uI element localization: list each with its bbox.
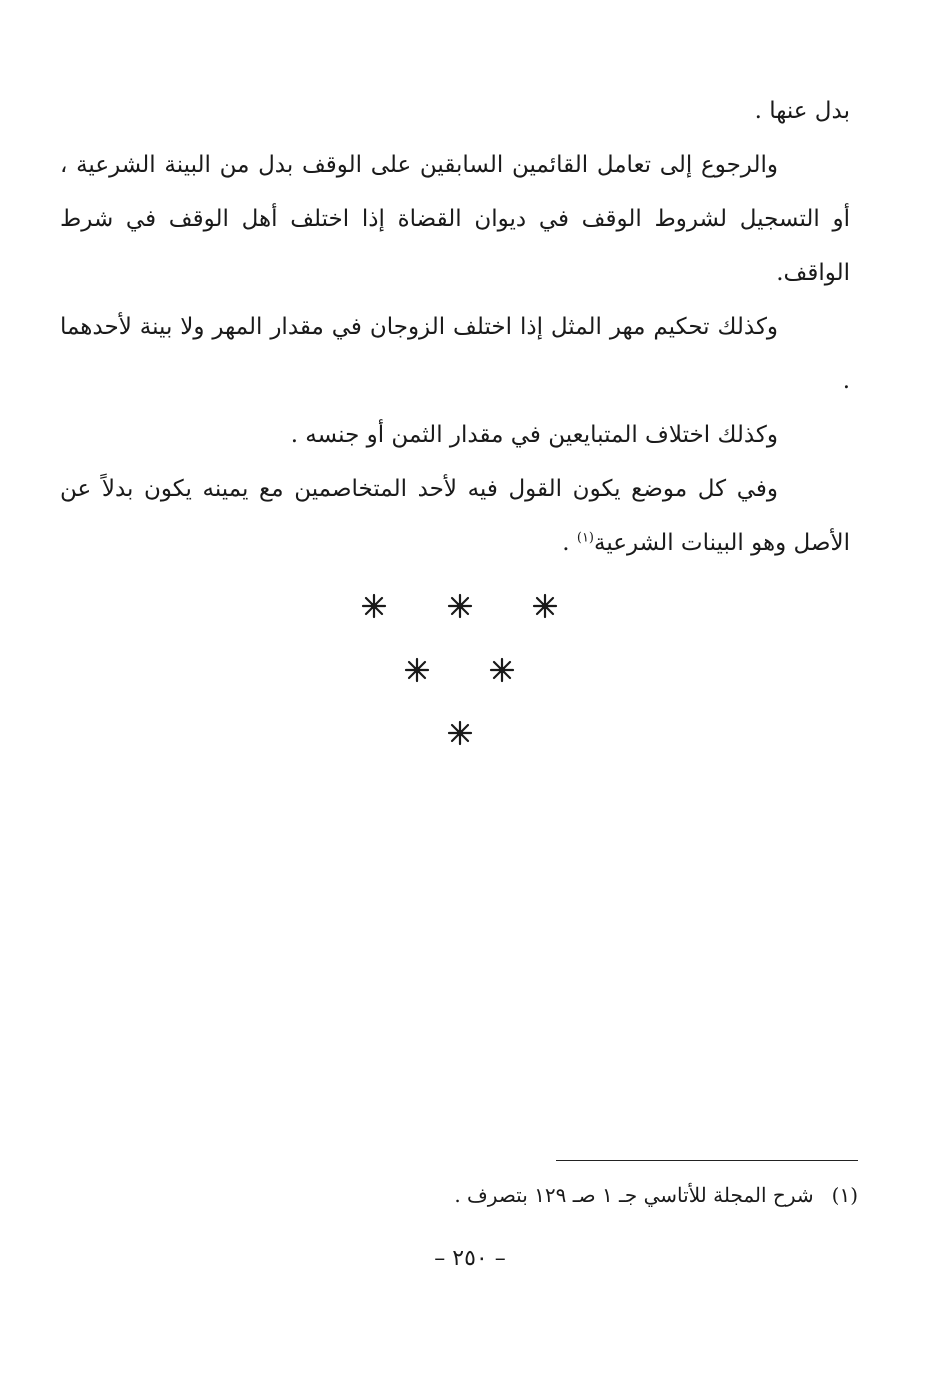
asterisk-ornament-icon: [447, 720, 473, 746]
asterisk-ornament-icon: [361, 593, 387, 619]
asterisk-ornament-icon: [532, 593, 558, 619]
footnote-reference[interactable]: (١): [576, 530, 594, 546]
footnote: [454, 1178, 858, 1212]
paragraph-oath-text: وفي كل موضع يكون القول فيه لأحد المتخاصمين مع يمينه يكون بدلاً عن الأصل وهو البينات الشرعية: [60, 476, 850, 556]
paragraph-endowment: والرجوع إلى تعامل القائمين السابقين على الوقف بدل من البينة الشرعية ، أو التسجيل لشروط الوقف في ديوان القضاة إذا اختلف أهل الوقف في شرط الواقف.: [60, 152, 850, 286]
paragraph-oath: [60, 462, 850, 570]
paragraph-oath-end: .: [562, 530, 577, 556]
asterisk-ornament-icon: [404, 657, 430, 683]
footnote-divider: [556, 1160, 858, 1161]
section-ornament: [0, 585, 940, 755]
footnote-number: (١): [831, 1183, 858, 1207]
main-text: [60, 84, 850, 570]
paragraph-continuation: بدل عنها .: [754, 98, 850, 124]
paragraph-sale: وكذلك اختلاف المتبايعين في مقدار الثمن أو جنسه .: [290, 422, 778, 448]
footnote-text: شرح المجلة للأتاسي جـ ١ صـ ١٢٩ بتصرف .: [454, 1183, 814, 1207]
paragraph-dowry: وكذلك تحكيم مهر المثل إذا اختلف الزوجان في مقدار المهر ولا بينة لأحدهما .: [60, 314, 850, 394]
asterisk-ornament-icon: [447, 593, 473, 619]
asterisk-ornament-icon: [489, 657, 515, 683]
page-number: – ٢٥٠ –: [434, 1246, 506, 1271]
